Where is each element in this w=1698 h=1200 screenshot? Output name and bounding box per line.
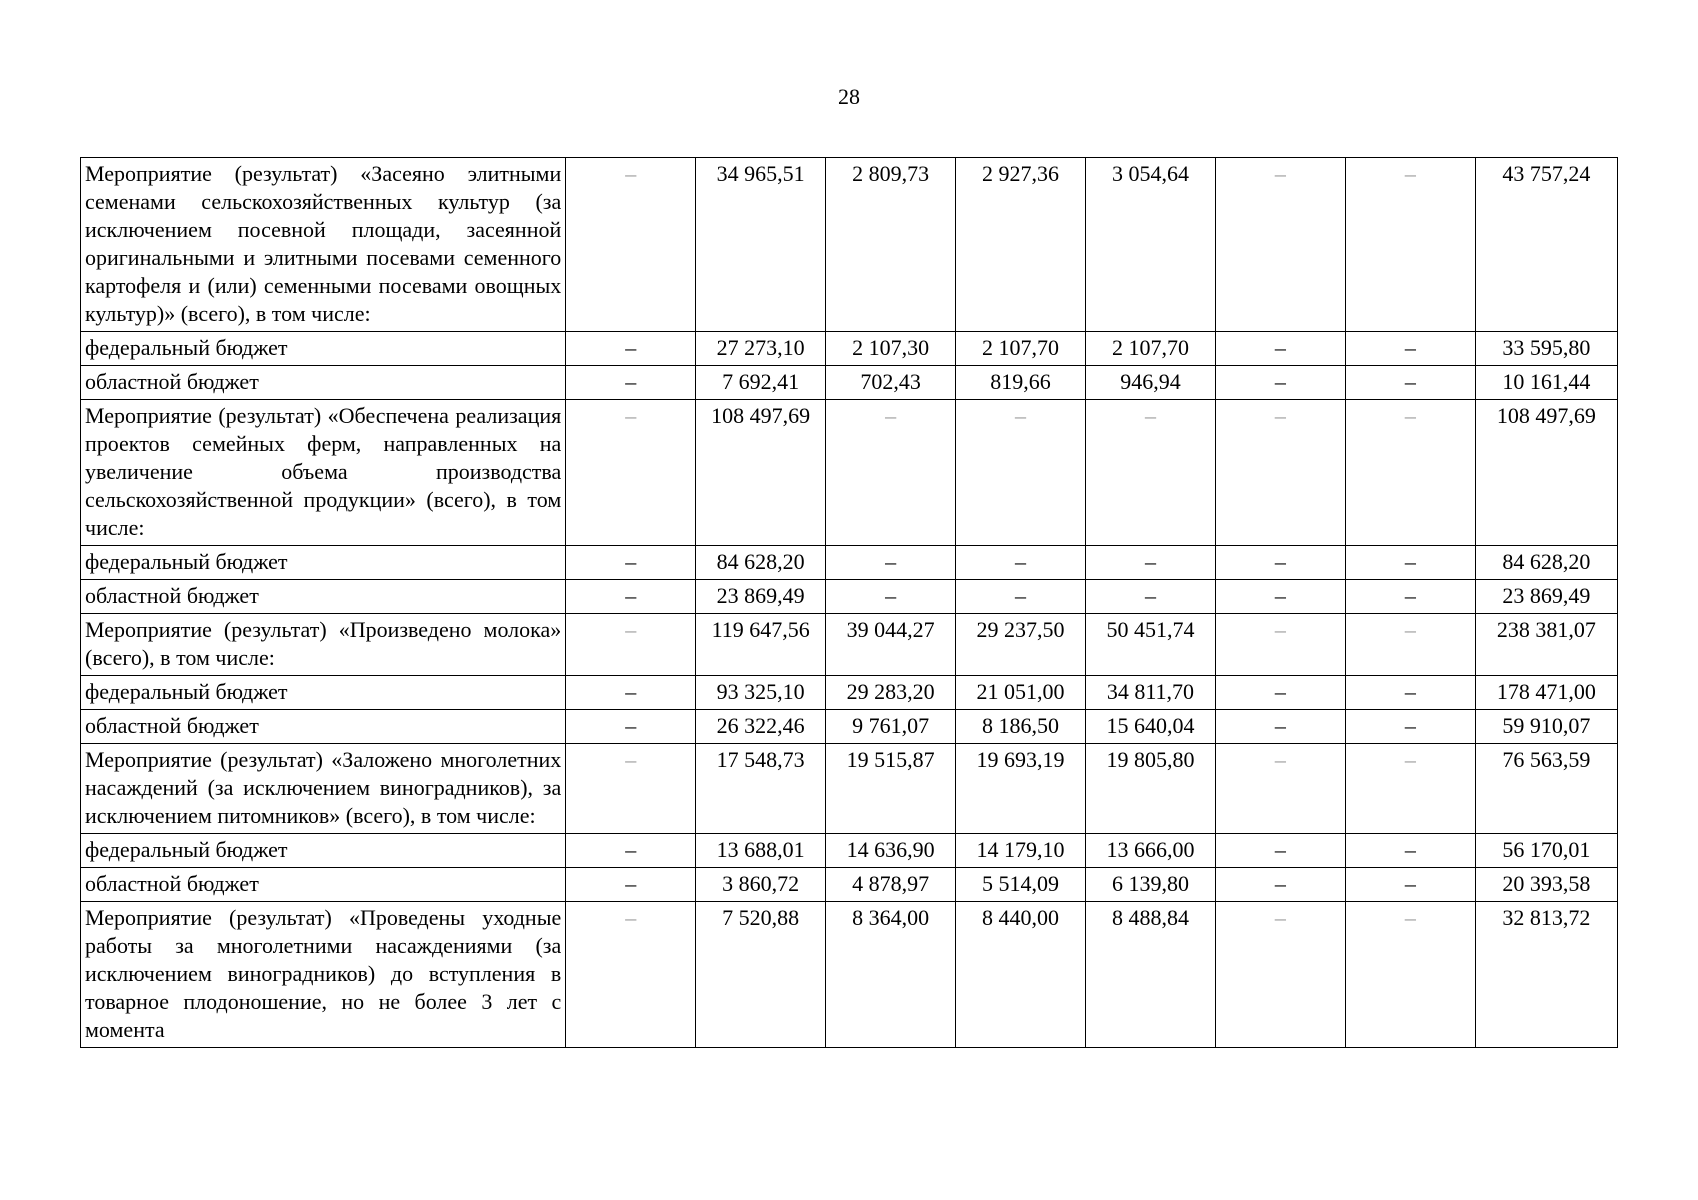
amount-cell: 702,43: [826, 366, 956, 400]
budget-source-cell: федеральный бюджет: [81, 332, 566, 366]
empty-value-cell: –: [1345, 614, 1475, 676]
budget-source-row: [81, 834, 1618, 868]
empty-value-cell: –: [1345, 710, 1475, 744]
empty-value-cell: –: [1345, 676, 1475, 710]
empty-value-cell: –: [566, 366, 696, 400]
amount-cell: 19 515,87: [826, 744, 956, 834]
empty-value-cell: –: [1345, 744, 1475, 834]
budget-source-cell: областной бюджет: [81, 710, 566, 744]
amount-cell: 7 692,41: [696, 366, 826, 400]
empty-value-cell: –: [566, 834, 696, 868]
budget-source-row: [81, 868, 1618, 902]
activity-row: [81, 744, 1618, 834]
empty-value-cell: –: [1215, 834, 1345, 868]
empty-value-cell: –: [566, 158, 696, 332]
budget-source-cell: федеральный бюджет: [81, 546, 566, 580]
amount-cell: 21 051,00: [956, 676, 1086, 710]
empty-value-cell: –: [826, 580, 956, 614]
amount-cell: 108 497,69: [696, 400, 826, 546]
amount-cell: 238 381,07: [1475, 614, 1617, 676]
budget-source-cell: областной бюджет: [81, 366, 566, 400]
budget-source-cell: областной бюджет: [81, 868, 566, 902]
amount-cell: 4 878,97: [826, 868, 956, 902]
amount-cell: 32 813,72: [1475, 902, 1617, 1048]
empty-value-cell: –: [1215, 400, 1345, 546]
empty-value-cell: –: [1086, 546, 1216, 580]
amount-cell: 5 514,09: [956, 868, 1086, 902]
empty-value-cell: –: [1215, 158, 1345, 332]
amount-cell: 84 628,20: [1475, 546, 1617, 580]
amount-cell: 19 805,80: [1086, 744, 1216, 834]
amount-cell: 43 757,24: [1475, 158, 1617, 332]
amount-cell: 3 054,64: [1086, 158, 1216, 332]
activity-name-cell: Мероприятие (результат) «Заложено многолетних насаждений (за исключением виноградников), за исключением питомников» (всего), в том числе:: [81, 744, 566, 834]
empty-value-cell: –: [1345, 546, 1475, 580]
budget-source-row: [81, 676, 1618, 710]
activity-name-cell: Мероприятие (результат) «Произведено молока» (всего), в том числе:: [81, 614, 566, 676]
budget-table: [80, 157, 1618, 1048]
empty-value-cell: –: [1086, 400, 1216, 546]
empty-value-cell: –: [1215, 366, 1345, 400]
empty-value-cell: –: [1345, 868, 1475, 902]
amount-cell: 50 451,74: [1086, 614, 1216, 676]
activity-name-cell: Мероприятие (результат) «Обеспечена реализация проектов семейных ферм, направленных на увеличение объема производства сельскохозяйственной продукции» (всего), в том числе:: [81, 400, 566, 546]
amount-cell: 15 640,04: [1086, 710, 1216, 744]
amount-cell: 14 636,90: [826, 834, 956, 868]
amount-cell: 34 811,70: [1086, 676, 1216, 710]
empty-value-cell: –: [566, 676, 696, 710]
budget-source-cell: областной бюджет: [81, 580, 566, 614]
empty-value-cell: –: [1215, 710, 1345, 744]
empty-value-cell: –: [1215, 676, 1345, 710]
budget-table-body: [81, 158, 1618, 1048]
empty-value-cell: –: [566, 580, 696, 614]
amount-cell: 2 107,70: [956, 332, 1086, 366]
empty-value-cell: –: [566, 332, 696, 366]
budget-source-row: [81, 710, 1618, 744]
amount-cell: 59 910,07: [1475, 710, 1617, 744]
budget-source-row: [81, 332, 1618, 366]
amount-cell: 2 927,36: [956, 158, 1086, 332]
activity-row: [81, 614, 1618, 676]
empty-value-cell: –: [566, 614, 696, 676]
amount-cell: 33 595,80: [1475, 332, 1617, 366]
empty-value-cell: –: [826, 546, 956, 580]
budget-source-cell: федеральный бюджет: [81, 834, 566, 868]
empty-value-cell: –: [566, 902, 696, 1048]
budget-source-cell: федеральный бюджет: [81, 676, 566, 710]
empty-value-cell: –: [566, 744, 696, 834]
empty-value-cell: –: [956, 400, 1086, 546]
empty-value-cell: –: [1215, 744, 1345, 834]
amount-cell: 2 107,30: [826, 332, 956, 366]
empty-value-cell: –: [1345, 902, 1475, 1048]
empty-value-cell: –: [566, 400, 696, 546]
amount-cell: 14 179,10: [956, 834, 1086, 868]
amount-cell: 819,66: [956, 366, 1086, 400]
empty-value-cell: –: [1215, 332, 1345, 366]
amount-cell: 13 688,01: [696, 834, 826, 868]
empty-value-cell: –: [1215, 868, 1345, 902]
amount-cell: 84 628,20: [696, 546, 826, 580]
empty-value-cell: –: [1345, 834, 1475, 868]
empty-value-cell: –: [956, 580, 1086, 614]
activity-row: [81, 902, 1618, 1048]
empty-value-cell: –: [1215, 902, 1345, 1048]
amount-cell: 19 693,19: [956, 744, 1086, 834]
amount-cell: 178 471,00: [1475, 676, 1617, 710]
budget-source-row: [81, 366, 1618, 400]
amount-cell: 946,94: [1086, 366, 1216, 400]
amount-cell: 29 283,20: [826, 676, 956, 710]
amount-cell: 10 161,44: [1475, 366, 1617, 400]
activity-row: [81, 158, 1618, 332]
activity-name-cell: Мероприятие (результат) «Проведены уходные работы за многолетними насаждениями (за исключением виноградников) до вступления в товарное плодоношение, но не более 3 лет с момента: [81, 902, 566, 1048]
empty-value-cell: –: [1345, 332, 1475, 366]
amount-cell: 23 869,49: [696, 580, 826, 614]
amount-cell: 29 237,50: [956, 614, 1086, 676]
amount-cell: 26 322,46: [696, 710, 826, 744]
amount-cell: 119 647,56: [696, 614, 826, 676]
empty-value-cell: –: [1215, 580, 1345, 614]
amount-cell: 6 139,80: [1086, 868, 1216, 902]
empty-value-cell: –: [1345, 366, 1475, 400]
amount-cell: 7 520,88: [696, 902, 826, 1048]
empty-value-cell: –: [826, 400, 956, 546]
amount-cell: 8 440,00: [956, 902, 1086, 1048]
amount-cell: 39 044,27: [826, 614, 956, 676]
amount-cell: 2 107,70: [1086, 332, 1216, 366]
amount-cell: 8 186,50: [956, 710, 1086, 744]
amount-cell: 23 869,49: [1475, 580, 1617, 614]
activity-name-cell: Мероприятие (результат) «Засеяно элитными семенами сельскохозяйственных культур (за исключением посевной площади, засеянной оригинальными и элитными посевами семенного картофеля и (или) семенными посевами овощных культур)» (всего), в том числе:: [81, 158, 566, 332]
page-number: 28: [838, 84, 860, 109]
activity-row: [81, 400, 1618, 546]
empty-value-cell: –: [566, 710, 696, 744]
empty-value-cell: –: [1215, 614, 1345, 676]
amount-cell: 3 860,72: [696, 868, 826, 902]
budget-source-row: [81, 580, 1618, 614]
empty-value-cell: –: [1345, 158, 1475, 332]
empty-value-cell: –: [566, 868, 696, 902]
amount-cell: 20 393,58: [1475, 868, 1617, 902]
empty-value-cell: –: [1345, 400, 1475, 546]
amount-cell: 13 666,00: [1086, 834, 1216, 868]
empty-value-cell: –: [1345, 580, 1475, 614]
empty-value-cell: –: [566, 546, 696, 580]
empty-value-cell: –: [1215, 546, 1345, 580]
budget-source-row: [81, 546, 1618, 580]
amount-cell: 76 563,59: [1475, 744, 1617, 834]
amount-cell: 56 170,01: [1475, 834, 1617, 868]
amount-cell: 93 325,10: [696, 676, 826, 710]
amount-cell: 34 965,51: [696, 158, 826, 332]
amount-cell: 2 809,73: [826, 158, 956, 332]
amount-cell: 8 488,84: [1086, 902, 1216, 1048]
amount-cell: 27 273,10: [696, 332, 826, 366]
amount-cell: 8 364,00: [826, 902, 956, 1048]
empty-value-cell: –: [956, 546, 1086, 580]
amount-cell: 9 761,07: [826, 710, 956, 744]
empty-value-cell: –: [1086, 580, 1216, 614]
amount-cell: 17 548,73: [696, 744, 826, 834]
amount-cell: 108 497,69: [1475, 400, 1617, 546]
